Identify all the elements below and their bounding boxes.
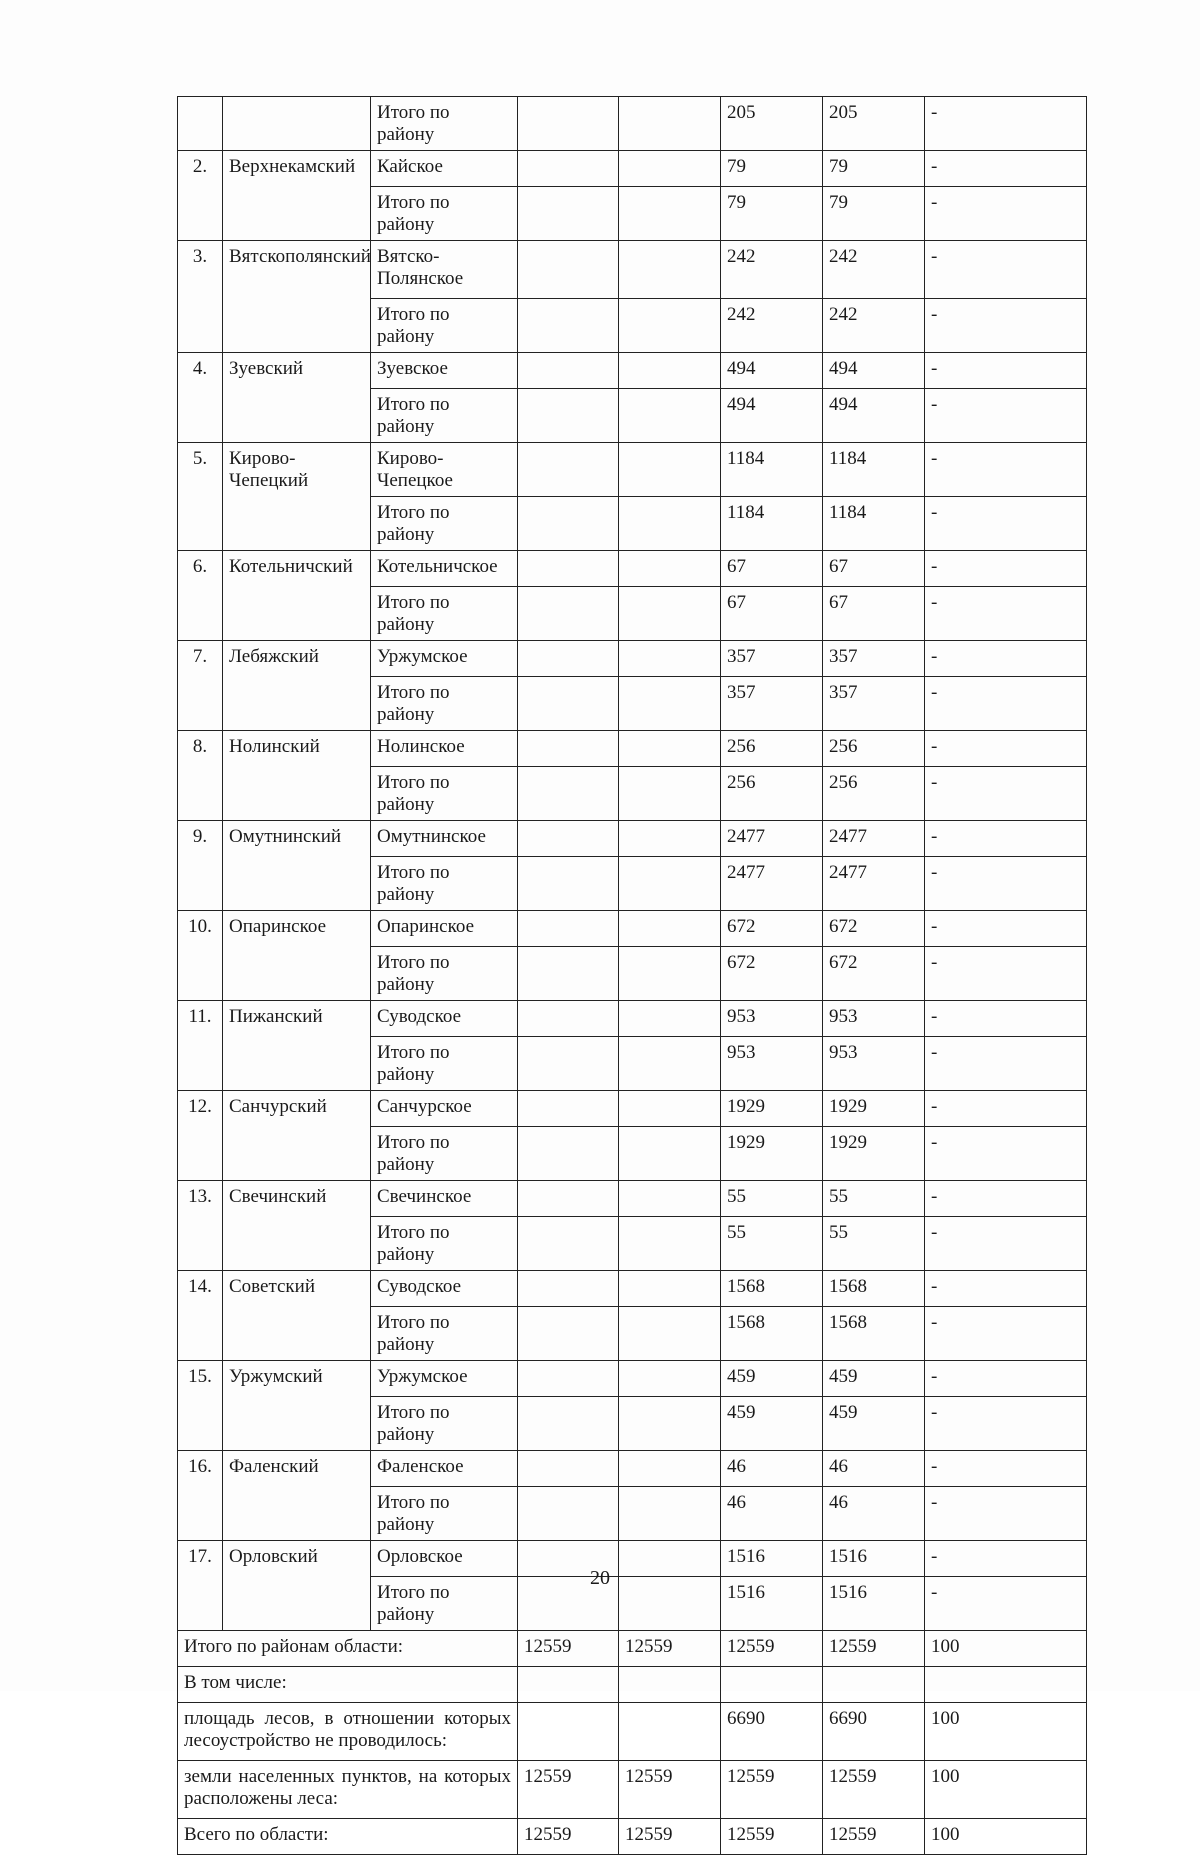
value-cell	[619, 1487, 721, 1541]
forestry-cell: Итого по району	[371, 1307, 518, 1361]
value-cell: 2477	[823, 857, 925, 911]
value-cell	[619, 821, 721, 857]
value-cell: 672	[721, 947, 823, 1001]
forestry-cell: Итого по району	[371, 1397, 518, 1451]
value-cell: 953	[823, 1001, 925, 1037]
row-number-cell: 3.	[178, 241, 223, 353]
forestry-cell: Нолинское	[371, 731, 518, 767]
value-cell: 953	[721, 1037, 823, 1091]
row-number-cell: 13.	[178, 1181, 223, 1271]
row-number-cell: 14.	[178, 1271, 223, 1361]
value-cell	[518, 443, 619, 497]
percent-cell: -	[925, 299, 1087, 353]
value-cell	[518, 389, 619, 443]
table-row	[178, 1001, 1087, 1037]
value-cell: 1184	[823, 443, 925, 497]
value-cell	[518, 497, 619, 551]
value-cell: 672	[721, 911, 823, 947]
value-cell	[619, 641, 721, 677]
value-cell	[518, 1037, 619, 1091]
row-number-cell: 7.	[178, 641, 223, 731]
value-cell: 1929	[823, 1091, 925, 1127]
percent-cell: -	[925, 1397, 1087, 1451]
value-cell: 12559	[823, 1819, 925, 1855]
percent-cell: -	[925, 443, 1087, 497]
value-cell	[518, 187, 619, 241]
forestry-cell: Омутнинское	[371, 821, 518, 857]
district-name-cell: Опаринское	[223, 911, 371, 1001]
value-cell	[619, 389, 721, 443]
summary-row	[178, 1667, 1087, 1703]
district-name-cell: Вятскополянский	[223, 241, 371, 353]
row-number-cell: 10.	[178, 911, 223, 1001]
value-cell: 256	[721, 767, 823, 821]
value-cell	[518, 1001, 619, 1037]
value-cell: 2477	[721, 821, 823, 857]
value-cell: 357	[823, 641, 925, 677]
value-cell	[619, 947, 721, 1001]
value-cell	[619, 1451, 721, 1487]
percent-cell: -	[925, 1091, 1087, 1127]
forestry-cell: Итого по району	[371, 389, 518, 443]
value-cell	[619, 97, 721, 151]
percent-cell: -	[925, 551, 1087, 587]
district-name-cell: Свечинский	[223, 1181, 371, 1271]
value-cell: 242	[721, 299, 823, 353]
table-row	[178, 821, 1087, 857]
forestry-cell: Итого по району	[371, 497, 518, 551]
value-cell: 6690	[721, 1703, 823, 1761]
percent-cell: -	[925, 1181, 1087, 1217]
value-cell: 242	[823, 299, 925, 353]
table-row	[178, 241, 1087, 299]
forestry-cell: Итого по району	[371, 947, 518, 1001]
value-cell: 1929	[721, 1091, 823, 1127]
value-cell	[518, 767, 619, 821]
value-cell: 12559	[619, 1631, 721, 1667]
percent-cell: -	[925, 1127, 1087, 1181]
value-cell: 67	[823, 551, 925, 587]
value-cell	[619, 1127, 721, 1181]
table-body	[178, 97, 1087, 1855]
value-cell	[518, 947, 619, 1001]
row-number-cell: 2.	[178, 151, 223, 241]
district-name-cell: Советский	[223, 1271, 371, 1361]
value-cell	[619, 1217, 721, 1271]
forestry-cell: Итого по району	[371, 299, 518, 353]
row-number-cell: 16.	[178, 1451, 223, 1541]
row-number-cell: 12.	[178, 1091, 223, 1181]
value-cell: 256	[823, 731, 925, 767]
value-cell	[619, 187, 721, 241]
value-cell: 1929	[721, 1127, 823, 1181]
value-cell: 459	[721, 1397, 823, 1451]
percent-cell: -	[925, 241, 1087, 299]
table-row	[178, 97, 1087, 151]
percent-cell: -	[925, 1577, 1087, 1631]
table-row	[178, 551, 1087, 587]
percent-cell: -	[925, 641, 1087, 677]
value-cell: 2477	[721, 857, 823, 911]
district-name-cell: Котельничский	[223, 551, 371, 641]
value-cell	[619, 1703, 721, 1761]
value-cell: 46	[721, 1451, 823, 1487]
value-cell: 1184	[823, 497, 925, 551]
value-cell	[518, 587, 619, 641]
table-row	[178, 911, 1087, 947]
value-cell: 6690	[823, 1703, 925, 1761]
value-cell	[518, 1217, 619, 1271]
value-cell: 494	[823, 353, 925, 389]
percent-cell: -	[925, 1037, 1087, 1091]
district-name-cell: Орловский	[223, 1541, 371, 1631]
summary-row	[178, 1703, 1087, 1761]
value-cell: 459	[721, 1361, 823, 1397]
percent-cell: 100	[925, 1761, 1087, 1819]
percent-cell: -	[925, 1361, 1087, 1397]
forestry-cell: Итого по району	[371, 1577, 518, 1631]
value-cell: 256	[823, 767, 925, 821]
value-cell	[518, 1091, 619, 1127]
percent-cell: 100	[925, 1819, 1087, 1855]
forestry-cell: Итого по району	[371, 1037, 518, 1091]
value-cell: 79	[721, 187, 823, 241]
value-cell	[518, 731, 619, 767]
value-cell	[518, 1487, 619, 1541]
table-row	[178, 731, 1087, 767]
value-cell	[619, 497, 721, 551]
value-cell: 1184	[721, 443, 823, 497]
percent-cell: -	[925, 1217, 1087, 1271]
percent-cell: -	[925, 731, 1087, 767]
value-cell	[619, 1361, 721, 1397]
forestry-cell: Суводское	[371, 1271, 518, 1307]
value-cell: 953	[721, 1001, 823, 1037]
value-cell	[518, 677, 619, 731]
value-cell: 12559	[823, 1631, 925, 1667]
value-cell: 242	[721, 241, 823, 299]
forestry-cell: Итого по району	[371, 587, 518, 641]
row-number-cell: 6.	[178, 551, 223, 641]
district-name-cell: Зуевский	[223, 353, 371, 443]
value-cell: 55	[721, 1181, 823, 1217]
value-cell: 1516	[721, 1577, 823, 1631]
forestry-cell: Фаленское	[371, 1451, 518, 1487]
value-cell: 46	[823, 1487, 925, 1541]
summary-row	[178, 1761, 1087, 1819]
table-row	[178, 1091, 1087, 1127]
value-cell	[619, 1091, 721, 1127]
percent-cell: -	[925, 389, 1087, 443]
value-cell: 672	[823, 911, 925, 947]
percent-cell: -	[925, 767, 1087, 821]
value-cell: 357	[823, 677, 925, 731]
value-cell: 494	[823, 389, 925, 443]
district-name-cell: Омутнинский	[223, 821, 371, 911]
value-cell	[619, 151, 721, 187]
value-cell: 459	[823, 1361, 925, 1397]
value-cell: 12559	[721, 1761, 823, 1819]
value-cell	[619, 1307, 721, 1361]
summary-label-cell: В том числе:	[178, 1667, 518, 1703]
value-cell: 672	[823, 947, 925, 1001]
value-cell	[619, 1037, 721, 1091]
district-name-cell	[223, 97, 371, 151]
value-cell	[823, 1667, 925, 1703]
value-cell	[619, 767, 721, 821]
percent-cell: -	[925, 151, 1087, 187]
row-number-cell: 11.	[178, 1001, 223, 1091]
table-row	[178, 151, 1087, 187]
percent-cell: -	[925, 1451, 1087, 1487]
forestry-cell: Итого по району	[371, 1487, 518, 1541]
value-cell	[518, 299, 619, 353]
forestry-cell: Уржумское	[371, 1361, 518, 1397]
value-cell	[518, 911, 619, 947]
percent-cell: -	[925, 1001, 1087, 1037]
value-cell	[619, 1271, 721, 1307]
percent-cell: -	[925, 1541, 1087, 1577]
value-cell: 67	[721, 551, 823, 587]
summary-label-cell: Всего по области:	[178, 1819, 518, 1855]
percent-cell: -	[925, 353, 1087, 389]
value-cell: 12559	[721, 1819, 823, 1855]
value-cell	[619, 587, 721, 641]
percent-cell: -	[925, 857, 1087, 911]
value-cell: 79	[823, 187, 925, 241]
value-cell: 12559	[518, 1819, 619, 1855]
table-row	[178, 1271, 1087, 1307]
table-row	[178, 1181, 1087, 1217]
value-cell	[518, 551, 619, 587]
value-cell	[619, 1397, 721, 1451]
value-cell: 1568	[721, 1307, 823, 1361]
table-row	[178, 641, 1087, 677]
value-cell: 1516	[823, 1541, 925, 1577]
table-row	[178, 1451, 1087, 1487]
value-cell: 79	[823, 151, 925, 187]
row-number-cell	[178, 97, 223, 151]
value-cell	[518, 151, 619, 187]
value-cell	[619, 443, 721, 497]
value-cell: 242	[823, 241, 925, 299]
table-row	[178, 353, 1087, 389]
forestry-cell: Кирово-Чепецкое	[371, 443, 518, 497]
forestry-cell: Котельничское	[371, 551, 518, 587]
district-name-cell: Верхнекамский	[223, 151, 371, 241]
page-number: 20	[590, 1567, 610, 1589]
forestry-cell: Суводское	[371, 1001, 518, 1037]
value-cell: 1516	[823, 1577, 925, 1631]
row-number-cell: 17.	[178, 1541, 223, 1631]
value-cell: 46	[721, 1487, 823, 1541]
district-name-cell: Лебяжский	[223, 641, 371, 731]
value-cell: 67	[721, 587, 823, 641]
percent-cell: -	[925, 821, 1087, 857]
percent-cell: -	[925, 1487, 1087, 1541]
value-cell: 1184	[721, 497, 823, 551]
percent-cell: -	[925, 1307, 1087, 1361]
row-number-cell: 8.	[178, 731, 223, 821]
value-cell	[619, 1001, 721, 1037]
value-cell: 357	[721, 641, 823, 677]
value-cell	[518, 1307, 619, 1361]
percent-cell: -	[925, 1271, 1087, 1307]
forestry-cell: Итого по району	[371, 767, 518, 821]
district-name-cell: Кирово-Чепецкий	[223, 443, 371, 551]
value-cell	[518, 857, 619, 911]
forestry-cell: Итого по району	[371, 1217, 518, 1271]
value-cell: 55	[823, 1181, 925, 1217]
row-number-cell: 4.	[178, 353, 223, 443]
percent-cell: 100	[925, 1631, 1087, 1667]
forestry-cell: Итого по району	[371, 97, 518, 151]
value-cell	[619, 353, 721, 389]
district-name-cell: Пижанский	[223, 1001, 371, 1091]
forestry-cell: Кайское	[371, 151, 518, 187]
percent-cell: -	[925, 97, 1087, 151]
value-cell: 205	[721, 97, 823, 151]
value-cell: 12559	[721, 1631, 823, 1667]
value-cell	[619, 911, 721, 947]
value-cell: 1929	[823, 1127, 925, 1181]
value-cell: 12559	[518, 1761, 619, 1819]
summary-row	[178, 1631, 1087, 1667]
value-cell	[518, 97, 619, 151]
value-cell	[619, 241, 721, 299]
value-cell	[619, 731, 721, 767]
row-number-cell: 5.	[178, 443, 223, 551]
table-row	[178, 1361, 1087, 1397]
value-cell: 459	[823, 1397, 925, 1451]
table-row	[178, 443, 1087, 497]
value-cell: 12559	[518, 1631, 619, 1667]
value-cell	[518, 641, 619, 677]
value-cell: 55	[823, 1217, 925, 1271]
forestry-cell: Итого по району	[371, 187, 518, 241]
value-cell	[518, 1271, 619, 1307]
value-cell: 55	[721, 1217, 823, 1271]
value-cell: 12559	[619, 1761, 721, 1819]
percent-cell: -	[925, 187, 1087, 241]
value-cell: 46	[823, 1451, 925, 1487]
value-cell: 1568	[823, 1271, 925, 1307]
percent-cell: -	[925, 587, 1087, 641]
forestry-cell: Зуевское	[371, 353, 518, 389]
value-cell	[518, 821, 619, 857]
value-cell: 494	[721, 389, 823, 443]
row-number-cell: 9.	[178, 821, 223, 911]
row-number-cell: 15.	[178, 1361, 223, 1451]
summary-label-cell: земли населенных пунктов, на которых расположены леса:	[178, 1761, 518, 1819]
value-cell	[518, 241, 619, 299]
value-cell: 12559	[619, 1819, 721, 1855]
summary-label-cell: площадь лесов, в отношении которых лесоустройство не проводилось:	[178, 1703, 518, 1761]
value-cell	[518, 1361, 619, 1397]
value-cell	[619, 857, 721, 911]
value-cell: 79	[721, 151, 823, 187]
value-cell: 494	[721, 353, 823, 389]
summary-label-cell: Итого по районам области:	[178, 1631, 518, 1667]
value-cell: 256	[721, 731, 823, 767]
value-cell	[721, 1667, 823, 1703]
district-name-cell: Уржумский	[223, 1361, 371, 1451]
district-name-cell: Нолинский	[223, 731, 371, 821]
forestry-cell: Санчурское	[371, 1091, 518, 1127]
value-cell	[619, 677, 721, 731]
value-cell	[518, 1703, 619, 1761]
value-cell	[619, 1667, 721, 1703]
value-cell: 953	[823, 1037, 925, 1091]
forestry-cell: Итого по району	[371, 857, 518, 911]
value-cell: 67	[823, 587, 925, 641]
forestry-cell: Итого по району	[371, 677, 518, 731]
value-cell: 12559	[823, 1761, 925, 1819]
value-cell	[518, 353, 619, 389]
forestry-cell: Итого по району	[371, 1127, 518, 1181]
forestry-cell: Опаринское	[371, 911, 518, 947]
percent-cell: 100	[925, 1703, 1087, 1761]
forestry-cell: Свечинское	[371, 1181, 518, 1217]
value-cell	[518, 1451, 619, 1487]
value-cell	[619, 551, 721, 587]
forestry-cell: Уржумское	[371, 641, 518, 677]
value-cell	[619, 1181, 721, 1217]
value-cell	[518, 1181, 619, 1217]
forest-area-table	[177, 96, 1087, 1855]
value-cell	[518, 1127, 619, 1181]
value-cell: 2477	[823, 821, 925, 857]
value-cell: 1568	[823, 1307, 925, 1361]
summary-row	[178, 1819, 1087, 1855]
value-cell: 1516	[721, 1541, 823, 1577]
value-cell: 1568	[721, 1271, 823, 1307]
percent-cell: -	[925, 497, 1087, 551]
value-cell	[518, 1667, 619, 1703]
forestry-cell: Вятско-Полянское	[371, 241, 518, 299]
value-cell	[619, 299, 721, 353]
percent-cell: -	[925, 947, 1087, 1001]
value-cell: 205	[823, 97, 925, 151]
percent-cell	[925, 1667, 1087, 1703]
value-cell	[518, 1397, 619, 1451]
forestry-cell: Орловское	[371, 1541, 518, 1577]
value-cell: 357	[721, 677, 823, 731]
percent-cell: -	[925, 677, 1087, 731]
percent-cell: -	[925, 911, 1087, 947]
district-name-cell: Санчурский	[223, 1091, 371, 1181]
district-name-cell: Фаленский	[223, 1451, 371, 1541]
